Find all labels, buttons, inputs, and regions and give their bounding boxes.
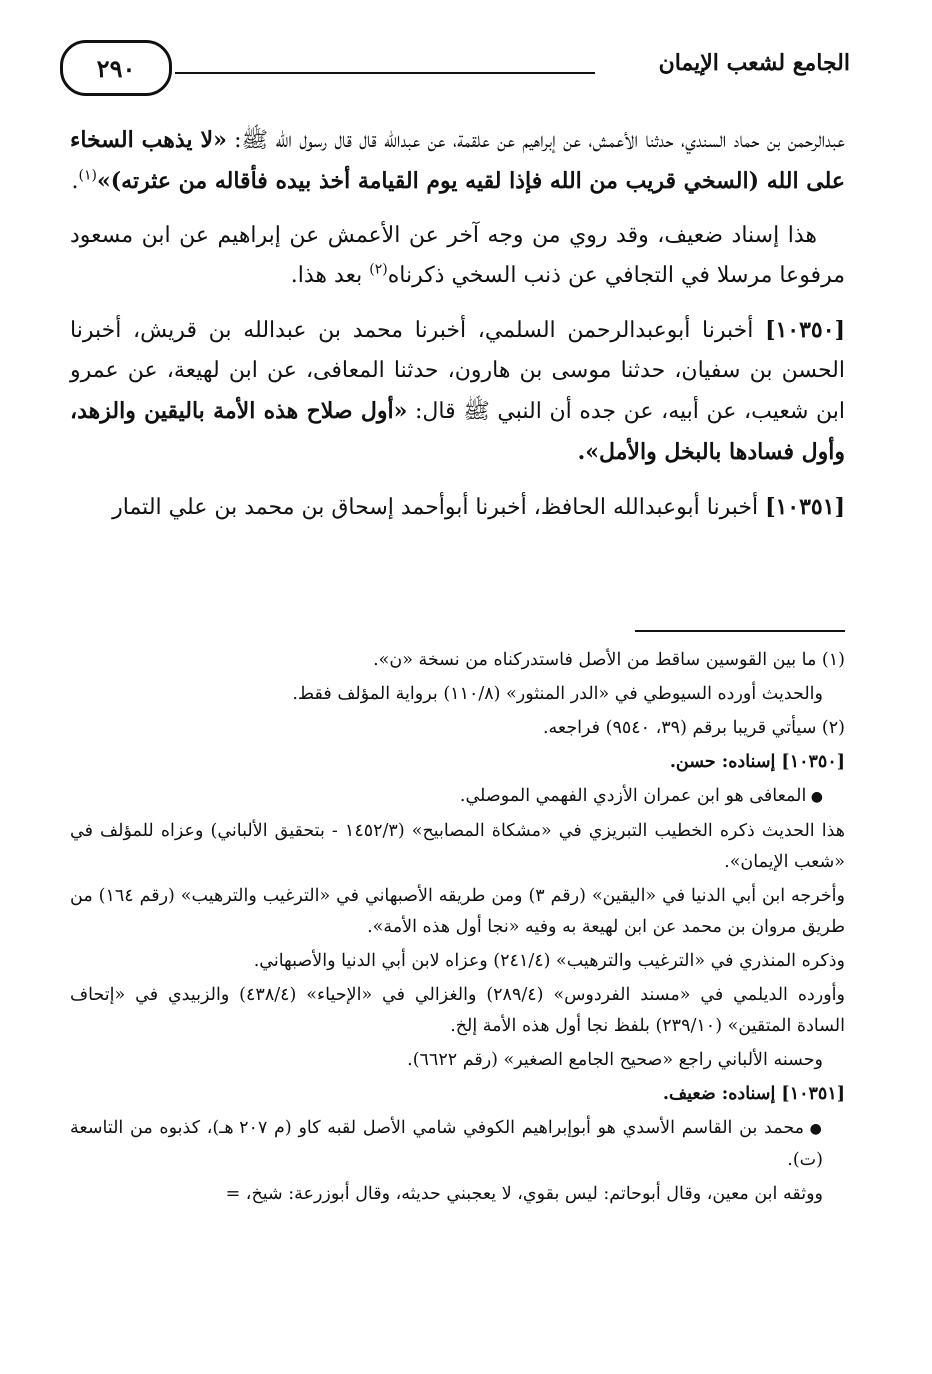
footnote-ref-1: (١) [78,167,98,184]
paragraph-10350-text: أخبرنا أبوعبدالرحمن السلمي، أخبرنا محمد بن عبدالله بن قريش، أخبرنا الحسن بن سفيان، حدثنا موسى بن هارون، حدثنا المعافى، عن ابن لهيعة، عن عمرو ابن شعيب، عن أبيه، عن جده أن النبي ﷺ قال: [70,318,845,424]
paragraph-2 [70,216,845,296]
footnote-text: (٢) سيأتي قريبا برقم (٣٩، ٩٥٤٠) فراجعه. [542,718,845,738]
page-number: ٢٩٠ [96,53,136,83]
footnote-line [70,1045,845,1076]
paragraph-10351 [70,487,845,528]
footnote-text: [١٠٣٥١] إسناده: ضعيف. [662,1084,845,1104]
footnote-text: وأخرجه ابن أبي الدنيا في «اليقين» (رقم ٣) ومن طريقه الأصبهاني في «الترغيب والترهيب» (رقم ١٦٤) من طريق مروان بن محمد عن ابن لهيعة به وفيه «نجا أول هذه الأمة». [70,886,845,937]
hadith-quote-1: «لا يذهب السخاء على الله (السخي قريب من الله فإذا لقيه يوم القيامة أخذ بيده فأقاله من عثرته)» [70,127,845,194]
footnote-line [70,781,845,813]
footnote-text: ووثقه ابن معين، وقال أبوحاتم: ليس بقوي، لا يعجبني حديثه، وقال أبوزرعة: شيخ، = [225,1184,823,1204]
footnote-line [70,679,845,710]
footnote-text: والحديث أورده السيوطي في «الدر المنثور» (١١٠/٨) برواية المؤلف فقط. [292,684,823,704]
paragraph-10351-text: أخبرنا أبوعبدالله الحافظ، أخبرنا أبوأحمد إسحاق بن محمد بن علي التمار [112,495,766,520]
footnote-line [70,816,845,878]
header-rule [175,72,595,74]
footnote-text: هذا الحديث ذكره الخطيب التبريزي في «مشكاة المصابيح» (١٤٥٢/٣ - بتحقيق الألباني) وعزاه للمؤلف في «شعب الإيمان». [70,821,845,872]
paragraph-2-text: هذا إسناد ضعيف، وقد روي من وجه آخر عن الأعمش عن إبراهيم عن ابن مسعود مرفوعا مرسلا في التجافي عن ذنب السخي ذكرناه [70,223,845,288]
footnote-text: وحسنه الألباني راجع «صحيح الجامع الصغير» (رقم ٦٦٢٢). [407,1050,823,1070]
footnote-line [70,747,845,778]
footnote-divider [635,630,845,632]
page-number-badge [60,40,172,96]
paragraph-1-end: . [71,169,79,194]
footnote-line [70,645,845,676]
bullet-icon: ● [804,1121,823,1137]
hadith-number-10350: [١٠٣٥٠] [765,317,845,343]
footnote-line [70,1079,845,1110]
footnote-line [70,713,845,744]
paragraph-10350 [70,310,845,473]
hadith-number-10351: [١٠٣٥١] [765,494,845,520]
footnote-ref-2: (٢) [369,261,388,278]
footnote-text: المعافى هو ابن عمران الأزدي الفهمي الموصلي. [459,786,807,806]
book-title: الجامع لشعب الإيمان [658,50,850,76]
footnote-text: (١) ما بين القوسين ساقط من الأصل فاستدركناه من نسخة «ن». [373,650,845,670]
paragraph-1-text: عبدالرحمن بن حماد السندي، حدثنا الأعمش، عن إبراهيم عن علقمة، عن عبدالله قال قال رسول الله ﷺ: [226,128,845,153]
footnote-line [70,1113,845,1176]
main-text [70,120,845,542]
footnotes [70,645,845,1213]
hadith-quote-10350: «أول صلاح هذه الأمة باليقين والزهد، وأول فسادها بالبخل والأمل». [70,398,845,465]
footnote-text: وأورده الديلمي في «مسند الفردوس» (٢٨٩/٤) والغزالي في «الإحياء» (٤٣٨/٤) والزبيدي في «إتحاف السادة المتقين» (٢٣٩/١٠) بلفظ نجا أول هذه الأمة إلخ. [70,985,845,1036]
paragraph-2-end: بعد هذا. [290,263,370,288]
footnote-text: [١٠٣٥٠] إسناده: حسن. [669,752,845,772]
footnote-text: وذكره المنذري في «الترغيب والترهيب» (٢٤١/٤) وعزاه لابن أبي الدنيا والأصبهاني. [253,951,845,971]
footnote-line [70,881,845,943]
footnote-line [70,946,845,977]
footnote-line [70,1179,845,1210]
bullet-icon: ● [806,789,823,805]
footnote-text: محمد بن القاسم الأسدي هو أبوإبراهيم الكوفي شامي الأصل لقبه كاو (م ٢٠٧ هـ)، كذبوه من التاسعة (ت). [70,1118,823,1170]
page-header [60,40,850,100]
paragraph-1 [70,120,845,202]
footnote-line [70,980,845,1042]
